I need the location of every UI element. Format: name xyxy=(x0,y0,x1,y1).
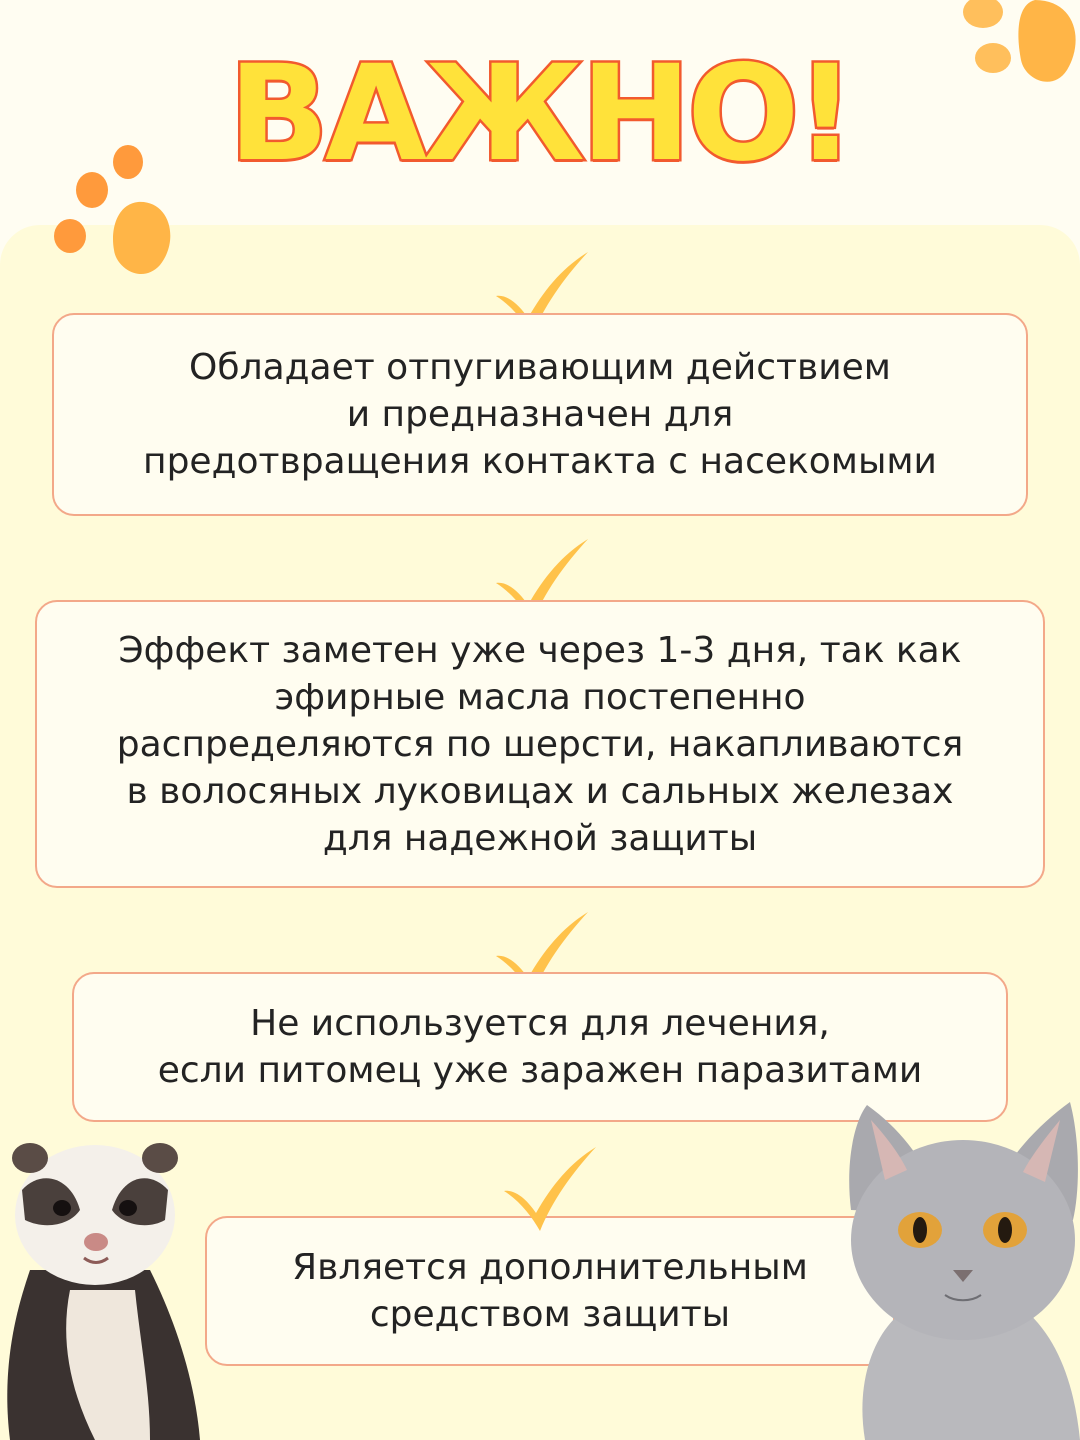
page-title: ВАЖНО! xyxy=(228,37,852,191)
cat-image xyxy=(845,1100,1080,1440)
info-card-1 xyxy=(52,313,1028,516)
ferret-image xyxy=(0,1130,215,1440)
card-text-line: если питомец уже заражен паразитами xyxy=(157,1050,923,1091)
check-mark-icon xyxy=(500,1145,600,1235)
card-text-line: эфирные масла постепенно xyxy=(274,676,806,718)
info-card-2 xyxy=(35,600,1045,888)
card-text-line: в волосяных луковицах и сальных железах xyxy=(126,770,954,812)
card-text-line: Является дополнительным xyxy=(292,1247,808,1288)
card-text-line: для надежной защиты xyxy=(322,817,758,859)
card-text-line: распределяются по шерсти, накапливаются xyxy=(116,723,964,765)
info-card-4 xyxy=(205,1216,895,1366)
card-text-line: и предназначен для xyxy=(346,394,734,435)
card-text-line: Обладает отпугивающим действием xyxy=(189,347,891,388)
card-text-line: Не используется для лечения, xyxy=(250,1003,830,1044)
card-text-line: Эффект заметен уже через 1-3 дня, так как xyxy=(118,629,962,671)
card-text-line: предотвращения контакта с насекомыми xyxy=(143,441,937,482)
card-text-line: средством защиты xyxy=(369,1294,731,1335)
